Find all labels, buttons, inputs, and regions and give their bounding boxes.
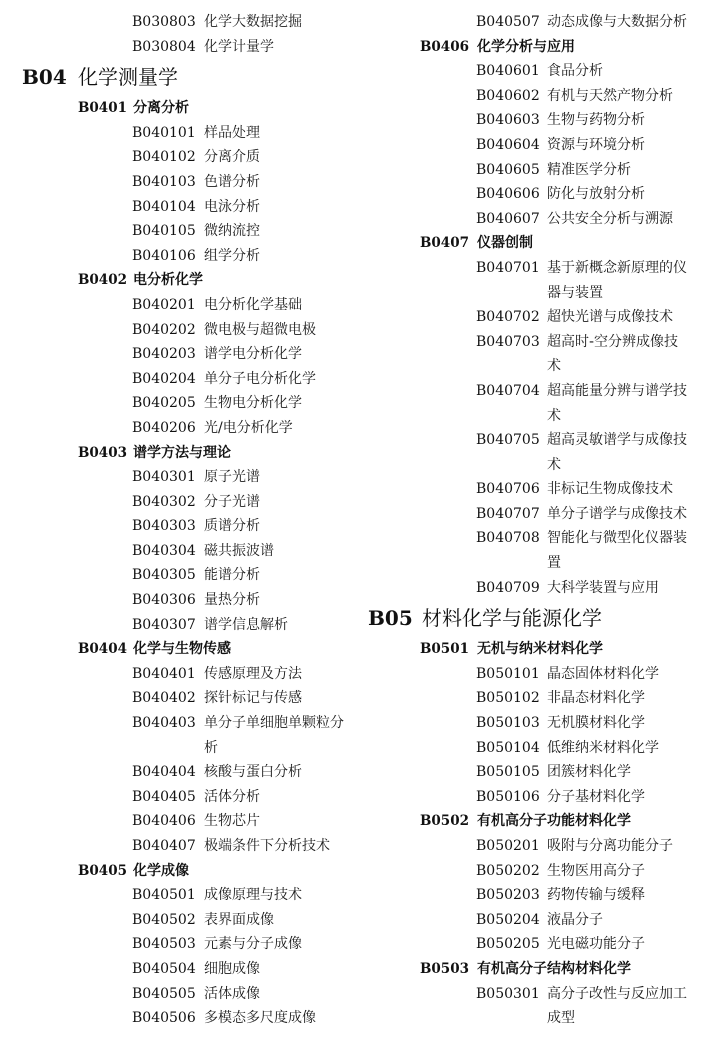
- topic-code: B040403: [132, 715, 196, 732]
- topic-name: 团簇材料化学: [547, 764, 631, 781]
- topic-row: [360, 760, 720, 785]
- subfield-name: 仪器创制: [477, 235, 533, 252]
- topic-row: [0, 145, 360, 170]
- topic-row: [360, 207, 720, 232]
- topic-code: B040303: [132, 518, 196, 535]
- topic-code: B040605: [476, 161, 540, 178]
- topic-row: [0, 588, 360, 613]
- topic-code: B040204: [132, 370, 196, 387]
- discipline-row: [0, 59, 360, 96]
- subfield-row: [360, 231, 720, 256]
- subfield-row: [360, 35, 720, 60]
- topic-name: 基于新概念新原理的仪器与装置: [547, 259, 687, 301]
- topic-code: B040603: [476, 112, 540, 129]
- topic-row: [0, 982, 360, 1007]
- topic-row: [360, 908, 720, 933]
- topic-row: [0, 932, 360, 957]
- topic-row: [0, 367, 360, 392]
- discipline-name: 材料化学与能源化学: [422, 606, 602, 631]
- topic-code: B040104: [132, 198, 196, 215]
- topic-name: 表界面成像: [204, 911, 274, 928]
- subfield-code: B0405: [78, 862, 127, 879]
- topic-name: 超高能量分辨与谱学技术: [547, 382, 687, 424]
- topic-code: B040202: [132, 321, 196, 338]
- topic-code: B040306: [132, 592, 196, 609]
- topic-code: B040105: [132, 223, 196, 240]
- topic-name: 极端条件下分析技术: [204, 838, 330, 854]
- topic-code: B040703: [476, 333, 540, 350]
- topic-row: [360, 502, 720, 527]
- topic-row: [0, 490, 360, 515]
- subfield-name: 有机高分子结构材料化学: [477, 960, 631, 977]
- topic-code: B040502: [132, 911, 196, 928]
- topic-name: 微电极与超微电极: [204, 321, 316, 338]
- topic-code: B050301: [476, 985, 540, 1002]
- topic-row: [360, 379, 720, 428]
- topic-name: 电泳分析: [204, 198, 260, 215]
- subfield-row: [0, 268, 360, 293]
- topic-name: 化学计量学: [204, 38, 274, 55]
- topic-name: 智能化与微型化仪器装置: [547, 530, 687, 572]
- topic-row: [0, 883, 360, 908]
- topic-name: 防化与放射分析: [547, 186, 645, 203]
- discipline-code: B04: [22, 65, 67, 90]
- topic-name: 光/电分析化学: [204, 419, 293, 436]
- topic-code: B040704: [476, 382, 540, 399]
- topic-name: 超高时-空分辨成像技术: [547, 333, 679, 375]
- topic-name: 微纳流控: [204, 223, 260, 240]
- topic-name: 生物芯片: [204, 813, 260, 830]
- subfield-row: [0, 96, 360, 121]
- topic-code: B050101: [476, 665, 540, 682]
- topic-code: B040301: [132, 469, 196, 486]
- topic-name: 资源与环境分析: [547, 136, 645, 153]
- topic-name: 动态成像与大数据分析: [547, 14, 687, 30]
- topic-name: 低维纳米材料化学: [547, 739, 659, 756]
- topic-row: [360, 428, 720, 477]
- topic-name: 色谱分析: [204, 173, 260, 190]
- topic-name: 成像原理与技术: [204, 887, 302, 904]
- topic-code: B050202: [476, 862, 540, 879]
- topic-row: [0, 563, 360, 588]
- topic-name: 原子光谱: [204, 469, 260, 486]
- topic-code: B040203: [132, 346, 196, 363]
- topic-row: [360, 686, 720, 711]
- topic-name: 分子基材料化学: [547, 788, 645, 805]
- topic-row: [0, 342, 360, 367]
- topic-code: B040501: [132, 887, 196, 904]
- topic-row: [0, 465, 360, 490]
- topic-name: 生物电分析化学: [204, 395, 302, 412]
- subfield-code: B0503: [420, 960, 469, 977]
- topic-row: [0, 514, 360, 539]
- topic-code: B040604: [476, 136, 540, 153]
- topic-row: [360, 883, 720, 908]
- topic-code: B040606: [476, 186, 540, 203]
- topic-name: 单分子谱学与成像技术: [547, 505, 687, 522]
- topic-name: 核酸与蛋白分析: [204, 764, 302, 781]
- topic-row: [360, 256, 720, 305]
- topic-name: 大科学装置与应用: [547, 579, 659, 596]
- topic-row: [0, 293, 360, 318]
- topic-name: 活体成像: [204, 985, 260, 1002]
- topic-row: [360, 133, 720, 158]
- discipline-code: B05: [368, 606, 413, 631]
- subfield-row: [360, 809, 720, 834]
- topic-name: 量热分析: [204, 592, 260, 609]
- topic-name: 精准医学分析: [547, 161, 631, 178]
- topic-code: B040504: [132, 960, 196, 977]
- topic-name: 无机膜材料化学: [547, 715, 645, 732]
- subfield-name: 化学分析与应用: [477, 38, 575, 55]
- topic-row: [360, 108, 720, 133]
- topic-row: [0, 318, 360, 343]
- topic-code: B050203: [476, 887, 540, 904]
- topic-code: B050105: [476, 764, 540, 781]
- topic-name: 活体分析: [204, 788, 260, 805]
- topic-code: B040709: [476, 579, 540, 596]
- topic-row: [0, 957, 360, 982]
- topic-code: B040304: [132, 542, 196, 559]
- subfield-row: [0, 637, 360, 662]
- topic-name: 谱学电分析化学: [204, 346, 302, 363]
- topic-code: B040701: [476, 259, 540, 276]
- subfield-code: B0502: [420, 813, 469, 830]
- subfield-row: [0, 441, 360, 466]
- topic-code: B040102: [132, 149, 196, 166]
- topic-code: B040406: [132, 813, 196, 830]
- topic-code: B040702: [476, 309, 540, 326]
- topic-name: 磁共振波谱: [204, 542, 274, 559]
- left-column: [0, 0, 360, 1031]
- topic-name: 分子光谱: [204, 493, 260, 510]
- topic-row: [360, 785, 720, 810]
- topic-name: 元素与分子成像: [204, 936, 302, 953]
- topic-row: [360, 10, 720, 35]
- topic-name: 单分子单细胞单颗粒分析: [204, 715, 344, 756]
- topic-code: B040402: [132, 690, 196, 707]
- subfield-code: B0406: [420, 38, 469, 55]
- topic-code: B040201: [132, 296, 196, 313]
- topic-name: 光电磁功能分子: [547, 936, 645, 953]
- topic-name: 谱学信息解析: [204, 616, 288, 633]
- topic-code: B040401: [132, 665, 196, 682]
- topic-name: 多模态多尺度成像: [204, 1010, 316, 1027]
- discipline-name: 化学测量学: [78, 65, 178, 90]
- topic-name: 传感原理及方法: [204, 665, 302, 682]
- topic-code: B040205: [132, 395, 196, 412]
- topic-code: B040206: [132, 419, 196, 436]
- subfield-row: [360, 957, 720, 982]
- subfield-name: 有机高分子功能材料化学: [477, 813, 631, 830]
- topic-row: [360, 834, 720, 859]
- topic-row: [360, 982, 720, 1031]
- topic-row: [0, 1006, 360, 1031]
- topic-code: B040305: [132, 567, 196, 584]
- topic-code: B040405: [132, 788, 196, 805]
- topic-name: 生物与药物分析: [547, 112, 645, 129]
- topic-name: 单分子电分析化学: [204, 370, 316, 387]
- topic-name: 电分析化学基础: [204, 296, 302, 313]
- subfield-code: B0402: [78, 272, 127, 289]
- topic-code: B040404: [132, 764, 196, 781]
- topic-code: B040601: [476, 63, 540, 80]
- topic-code: B040607: [476, 210, 540, 227]
- topic-name: 非标记生物成像技术: [547, 481, 673, 498]
- topic-row: [0, 244, 360, 269]
- topic-row: [360, 932, 720, 957]
- topic-row: [0, 711, 360, 760]
- topic-code: B040505: [132, 985, 196, 1002]
- topic-code: B040507: [476, 14, 540, 30]
- topic-code: B050201: [476, 838, 540, 854]
- topic-code: B040106: [132, 247, 196, 264]
- topic-row: [360, 182, 720, 207]
- topic-code: B040103: [132, 173, 196, 190]
- topic-code: B040307: [132, 616, 196, 633]
- topic-row: [0, 613, 360, 638]
- topic-row: [360, 59, 720, 84]
- topic-row: [0, 809, 360, 834]
- topic-row: [360, 662, 720, 687]
- topic-row: [0, 35, 360, 60]
- topic-name: 生物医用高分子: [547, 862, 645, 879]
- topic-row: [360, 158, 720, 183]
- subfield-code: B0401: [78, 100, 127, 117]
- topic-code: B040506: [132, 1010, 196, 1027]
- topic-row: [360, 526, 720, 575]
- topic-row: [0, 908, 360, 933]
- topic-row: [0, 121, 360, 146]
- subfield-code: B0403: [78, 444, 127, 461]
- topic-code: B050104: [476, 739, 540, 756]
- topic-row: [360, 84, 720, 109]
- topic-row: [360, 736, 720, 761]
- topic-code: B040602: [476, 87, 540, 104]
- topic-name: 药物传输与缓释: [547, 887, 645, 904]
- topic-row: [0, 391, 360, 416]
- topic-name: 液晶分子: [547, 911, 603, 928]
- topic-row: [0, 219, 360, 244]
- topic-row: [0, 10, 360, 35]
- subfield-code: B0404: [78, 641, 127, 658]
- topic-code: B050205: [476, 936, 540, 953]
- topic-name: 超快光谱与成像技术: [547, 309, 673, 326]
- topic-name: 超高灵敏谱学与成像技术: [547, 432, 687, 473]
- topic-code: B040708: [476, 530, 540, 547]
- subfield-name: 电分析化学: [133, 272, 203, 289]
- topic-code: B050103: [476, 715, 540, 732]
- topic-row: [0, 834, 360, 859]
- topic-name: 高分子改性与反应加工成型: [547, 985, 687, 1027]
- topic-code: B030804: [132, 38, 196, 55]
- topic-name: 分离介质: [204, 149, 260, 166]
- topic-code: B030803: [132, 14, 196, 30]
- topic-name: 样品处理: [204, 124, 260, 141]
- topic-name: 吸附与分离功能分子: [547, 838, 673, 854]
- subfield-name: 化学与生物传感: [133, 641, 231, 658]
- topic-name: 公共安全分析与溯源: [547, 210, 673, 227]
- topic-row: [0, 686, 360, 711]
- topic-row: [360, 576, 720, 601]
- topic-row: [0, 662, 360, 687]
- subfield-code: B0501: [420, 641, 469, 658]
- topic-code: B040302: [132, 493, 196, 510]
- topic-row: [0, 170, 360, 195]
- topic-row: [0, 760, 360, 785]
- topic-name: 细胞成像: [204, 960, 260, 977]
- topic-name: 质谱分析: [204, 518, 260, 535]
- topic-code: B050102: [476, 690, 540, 707]
- topic-code: B050106: [476, 788, 540, 805]
- subfield-name: 化学成像: [133, 862, 189, 879]
- topic-name: 能谱分析: [204, 567, 260, 584]
- topic-row: [0, 195, 360, 220]
- subfield-name: 分离分析: [133, 100, 189, 117]
- topic-name: 晶态固体材料化学: [547, 665, 659, 682]
- topic-row: [360, 711, 720, 736]
- right-column: [360, 0, 720, 1031]
- topic-code: B040503: [132, 936, 196, 953]
- topic-name: 化学大数据挖掘: [204, 14, 302, 30]
- topic-code: B040707: [476, 505, 540, 522]
- topic-row: [360, 330, 720, 379]
- topic-row: [0, 785, 360, 810]
- topic-name: 食品分析: [547, 63, 603, 80]
- topic-row: [360, 305, 720, 330]
- topic-name: 组学分析: [204, 247, 260, 264]
- subfield-row: [360, 637, 720, 662]
- topic-row: [360, 859, 720, 884]
- topic-row: [0, 416, 360, 441]
- topic-name: 探针标记与传感: [204, 690, 302, 707]
- topic-code: B050204: [476, 911, 540, 928]
- topic-name: 有机与天然产物分析: [547, 87, 673, 104]
- discipline-row: [360, 600, 720, 637]
- topic-name: 非晶态材料化学: [547, 690, 645, 707]
- topic-code: B040705: [476, 432, 540, 449]
- subfield-name: 无机与纳米材料化学: [477, 641, 603, 658]
- topic-row: [360, 477, 720, 502]
- topic-code: B040101: [132, 124, 196, 141]
- topic-row: [0, 539, 360, 564]
- topic-code: B040407: [132, 838, 196, 854]
- subfield-row: [0, 859, 360, 884]
- subfield-code: B0407: [420, 235, 469, 252]
- subfield-name: 谱学方法与理论: [133, 444, 231, 461]
- topic-code: B040706: [476, 481, 540, 498]
